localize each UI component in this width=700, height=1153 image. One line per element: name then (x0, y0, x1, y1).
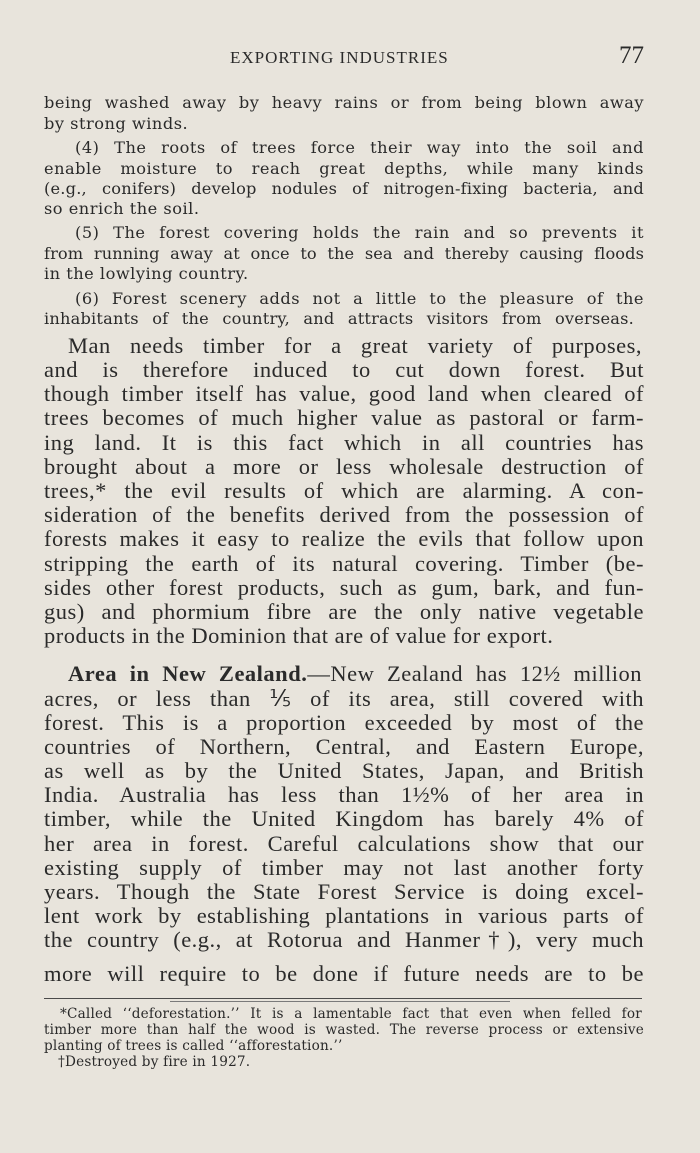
text-line: more will require to be done if future needs are to be (44, 961, 644, 986)
text-line: years. Though the State Forest Service is doing excel- (44, 879, 644, 904)
text-line: products in the Dominion that are of value for export. (44, 623, 554, 648)
text-line: enable moisture to reach great depths, while many kinds (44, 159, 644, 178)
text-line: the country (e.g., at Rotorua and Hanmer†), very much (44, 927, 644, 952)
text-line: stripping the earth of its natural covering. Timber (be- (44, 551, 644, 576)
text-line: her area in forest. Careful calculations show that our (44, 831, 644, 856)
text-line: Man needs timber for a great variety of purposes, (68, 333, 642, 358)
text-line: brought about a more or less wholesale destruction of (44, 454, 644, 479)
text-line: forests makes it easy to realize the evils that follow upon (44, 526, 644, 551)
text-line: (5) The forest covering holds the rain and so prevents it (75, 223, 644, 242)
text-line: countries of Northern, Central, and Eastern Europe, (44, 734, 644, 759)
text-line: acres, or less than ⅕ of its area, still covered with (44, 686, 644, 711)
footnote-line: †Destroyed by fire in 1927. (58, 1054, 251, 1070)
section-heading: Area in New Zealand. (68, 661, 308, 686)
text-line: by strong winds. (44, 114, 189, 133)
text-line: ing land. It is this fact which in all countries has (44, 430, 644, 455)
text-line: from running away at once to the sea and thereby causing floods (44, 244, 644, 263)
text-line: forest. This is a proportion exceeded by most of the (44, 710, 644, 735)
page-number: 77 (619, 42, 644, 69)
text-line: inhabitants of the country, and attracts visitors from overseas. (44, 309, 634, 328)
text-line: and is therefore induced to cut down forest. But (44, 357, 644, 382)
text-line: lent work by establishing plantations in various parts of (44, 903, 644, 928)
running-head (44, 44, 644, 70)
text-line: sides other forest products, such as gum, bark, and fun- (44, 575, 644, 600)
text-run: —New Zealand has 12½ million (307, 661, 642, 686)
section-heading-line (68, 661, 642, 686)
text-line: as well as by the United States, Japan, and British (44, 758, 644, 783)
text-line: in the lowlying country. (44, 264, 249, 283)
text-line: sideration of the benefits derived from the possession of (44, 502, 644, 527)
text-line: so enrich the soil. (44, 199, 200, 218)
text-line: India. Australia has less than 1½% of her area in (44, 782, 644, 807)
footnote-line: *Called ‘‘deforestation.’’ It is a lamentable fact that even when felled for (60, 1006, 642, 1022)
text-line: existing supply of timber may not last another forty (44, 855, 644, 880)
text-line: (6) Forest scenery adds not a little to the pleasure of the (75, 289, 644, 308)
text-line: trees becomes of much higher value as pastoral or farm- (44, 405, 644, 430)
footnote-rule-secondary (170, 1001, 510, 1002)
running-title: EXPORTING INDUSTRIES (230, 48, 449, 67)
text-line: though timber itself has value, good land when cleared of (44, 381, 644, 406)
text-line: (4) The roots of trees force their way into the soil and (75, 138, 644, 157)
footnote-line: timber more than half the wood is wasted. The reverse process or extensive (44, 1022, 644, 1038)
text-line: (e.g., conifers) develop nodules of nitrogen-fixing bacteria, and (44, 179, 644, 198)
text-line: timber, while the United Kingdom has barely 4% of (44, 806, 644, 831)
footnote-line: planting of trees is called ‘‘afforestation.’’ (44, 1038, 343, 1054)
footnote-rule (44, 998, 642, 999)
text-line: gus) and phormium fibre are the only native vegetable (44, 599, 644, 624)
text-line: trees,* the evil results of which are alarming. A con- (44, 478, 644, 503)
text-line: being washed away by heavy rains or from being blown away (44, 93, 644, 112)
